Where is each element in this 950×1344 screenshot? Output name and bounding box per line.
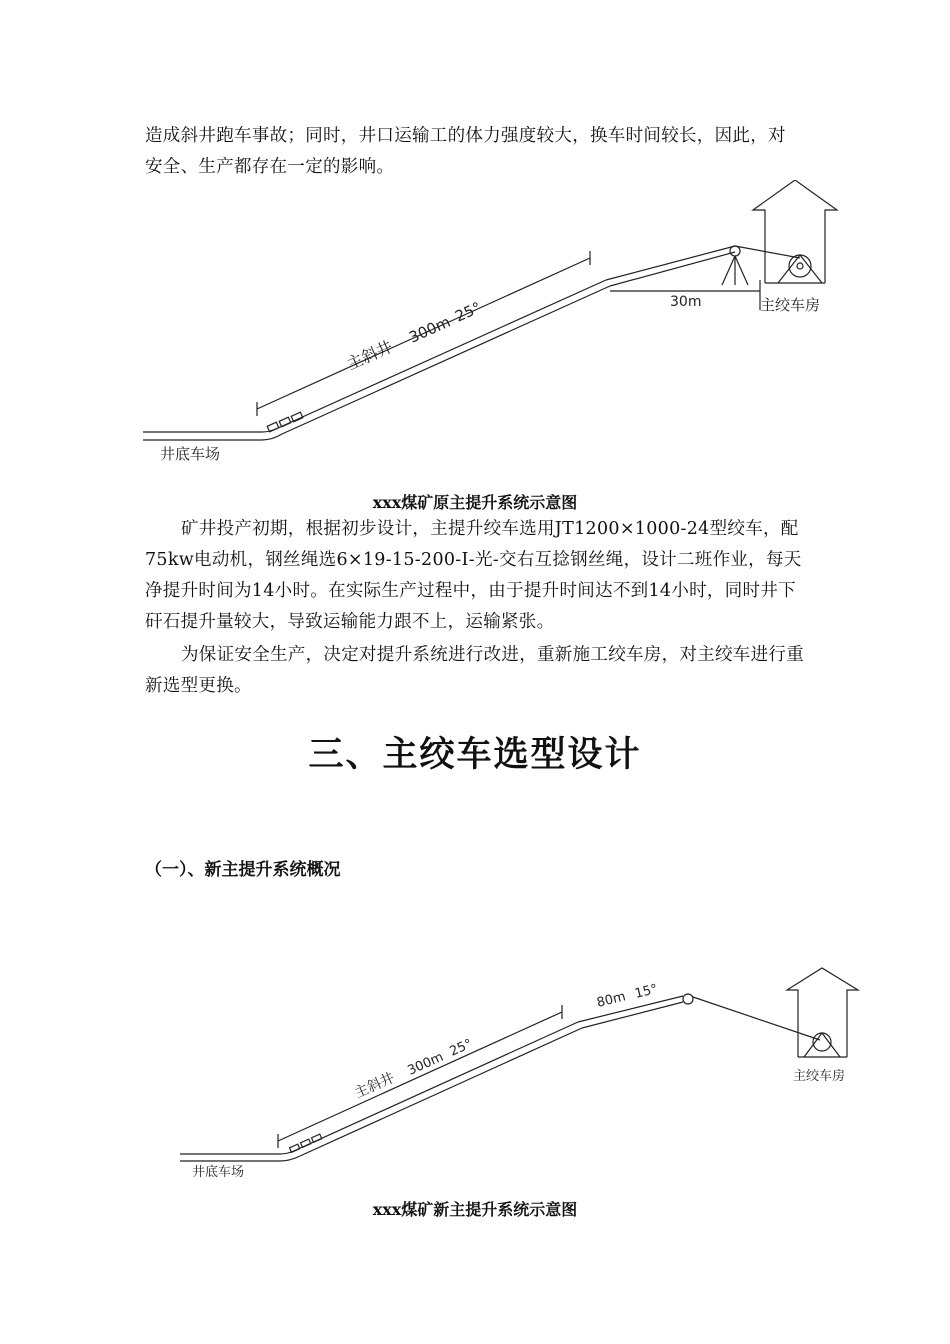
figure1-caption: xxx煤矿原主提升系统示意图 <box>372 493 578 512</box>
fig2-upper-angle: 15° <box>633 981 660 1002</box>
body-paragraph-1: 矿井投产初期，根据初步设计，主提升绞车选用JT1200×1000-24型绞车，配75kw电动机，钢丝绳选6×19-15-200-I-光-交右互捻钢丝绳，设计二班作业，每天净提升时间为14小时。在实际生产过程中，由于提升时间达不到14小时，同时井下矸石提升量较大，导致运输能力跟不上，运输紧张。 <box>145 519 802 632</box>
figure2-caption: xxx煤矿新主提升系统示意图 <box>372 1200 578 1219</box>
fig2-upper-length: 80m <box>595 989 628 1011</box>
intro-paragraph <box>145 121 810 183</box>
section-subheading: （一）、新主提升系统概况 <box>145 860 341 880</box>
fig1-distance-label: 30m <box>670 294 702 310</box>
figure-original-hoisting-system <box>0 180 950 480</box>
fig1-shaft-length: 300m <box>406 312 454 347</box>
fig2-winch-house-label: 主绞车房 <box>793 1069 846 1084</box>
fig2-shaft-label: 主斜井 <box>352 1069 397 1102</box>
fig1-shaft-label: 主斜井 <box>343 336 396 374</box>
fig2-bottom-yard-label: 井底车场 <box>192 1165 245 1180</box>
fig1-bottom-yard-label: 井底车场 <box>160 445 221 463</box>
intro-line-2: 安全、生产都存在一定的影响。 <box>145 157 395 177</box>
fig2-shaft-length: 300m <box>405 1049 446 1079</box>
figure-new-hoisting-system <box>0 965 950 1190</box>
fig1-shaft-angle: 25° <box>452 298 484 326</box>
intro-line-1: 造成斜井跑车事故；同时，井口运输工的体力强度较大，换车时间较长，因此，对 <box>145 126 786 146</box>
fig2-shaft-angle: 25° <box>447 1036 475 1060</box>
section-heading: 三、主绞车选型设计 <box>308 735 642 775</box>
fig1-winch-house-label: 主绞车房 <box>760 296 821 314</box>
body-paragraph-2: 为保证安全生产，决定对提升系统进行改进，重新施工绞车房，对主绞车进行重新选型更换。 <box>145 645 804 696</box>
